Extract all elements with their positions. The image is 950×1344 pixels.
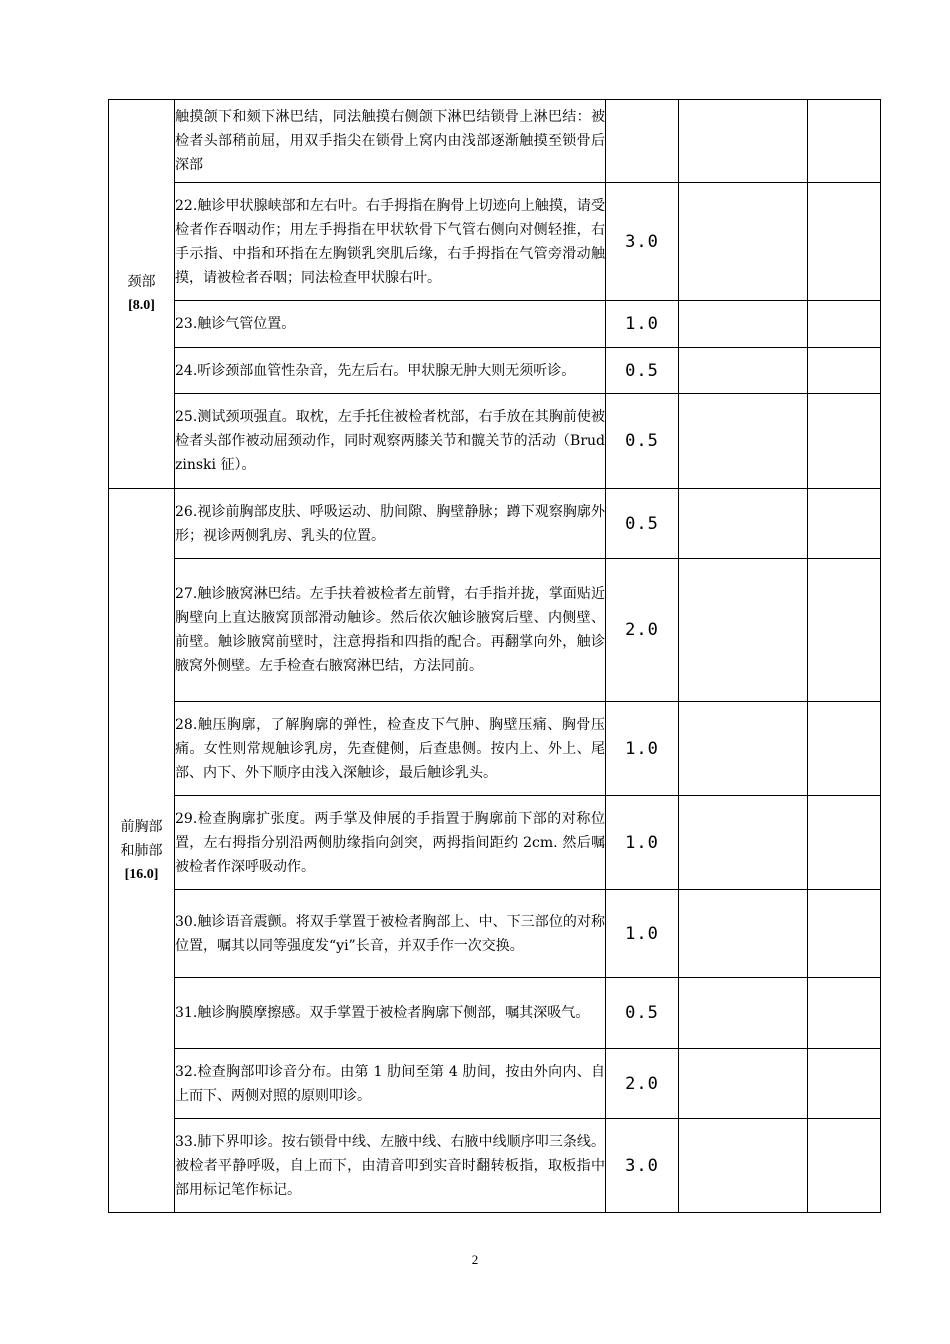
item-score: 0.5 [606, 489, 679, 559]
table-row [109, 978, 881, 1049]
item-score: 1.0 [606, 890, 679, 978]
blank-cell [679, 489, 808, 559]
blank-cell [808, 796, 881, 890]
table-row [109, 890, 881, 978]
item-score: 0.5 [606, 394, 679, 489]
page-number: 2 [471, 1252, 479, 1267]
item-text: 29.检查胸廓扩张度。两手掌及伸展的手指置于胸廓前下部的对称位置，左右拇指分别沿两侧肋缘指向剑突，两拇指间距约 2cm. 然后嘱被检者作深呼吸动作。 [175, 796, 606, 890]
item-score: 2.0 [606, 1049, 679, 1119]
table-row [109, 394, 881, 489]
item-text: 22.触诊甲状腺峡部和左右叶。右手拇指在胸骨上切迹向上触摸，请受检者作吞咽动作；用左手拇指在甲状软骨下气管右侧向对侧轻推，右手示指、中指和环指在左胸锁乳突肌后缘，右手拇指在气管旁滑动触摸，请被检者吞咽；同法检查甲状腺右叶。 [175, 183, 606, 301]
item-score: 3.0 [606, 183, 679, 301]
item-text: 30.触诊语音震颤。将双手掌置于被检者胸部上、中、下三部位的对称位置，嘱其以同等强度发“yi”长音，并双手作一次交换。 [175, 890, 606, 978]
blank-cell [808, 559, 881, 702]
item-text: 31.触诊胸膜摩擦感。双手掌置于被检者胸廓下侧部，嘱其深吸气。 [175, 978, 606, 1049]
table-row [109, 348, 881, 394]
item-score: 1.0 [606, 796, 679, 890]
blank-cell [679, 183, 808, 301]
blank-cell [808, 301, 881, 348]
blank-cell [808, 1119, 881, 1213]
table-row [109, 796, 881, 890]
table-row [109, 489, 881, 559]
item-score [606, 100, 679, 183]
item-score: 3.0 [606, 1119, 679, 1213]
blank-cell [808, 100, 881, 183]
item-text: 23.触诊气管位置。 [175, 301, 606, 348]
blank-cell [808, 1049, 881, 1119]
blank-cell [808, 702, 881, 796]
item-text: 触摸颌下和颏下淋巴结，同法触摸右侧颌下淋巴结锁骨上淋巴结：被检者头部稍前屈，用双手指尖在锁骨上窝内由浅部逐渐触摸至锁骨后深部 [175, 100, 606, 183]
blank-cell [679, 796, 808, 890]
blank-cell [808, 890, 881, 978]
blank-cell [808, 978, 881, 1049]
item-score: 1.0 [606, 702, 679, 796]
blank-cell [808, 183, 881, 301]
table-row [109, 183, 881, 301]
item-text: 28.触压胸廓，了解胸廓的弹性，检查皮下气肿、胸壁压痛、胸骨压痛。女性则常规触诊乳房，先查健侧，后查患侧。按内上、外上、尾部、内下、外下顺序由浅入深触诊，最后触诊乳头。 [175, 702, 606, 796]
item-text: 27.触诊腋窝淋巴结。左手扶着被检者左前臂，右手指并拢，掌面贴近胸壁向上直达腋窝顶部滑动触诊。然后依次触诊腋窝后壁、内侧壁、前壁。触诊腋窝前壁时，注意拇指和四指的配合。再翻掌向外，触诊腋窝外侧壁。左手检查右腋窝淋巴结，方法同前。 [175, 559, 606, 702]
table-row [109, 702, 881, 796]
section-name-line1: 前胸部 [120, 818, 163, 835]
section-name: 颈部 [127, 274, 156, 290]
blank-cell [679, 100, 808, 183]
blank-cell [679, 394, 808, 489]
table-row [109, 100, 881, 183]
blank-cell [808, 489, 881, 559]
section-cell-chest-lung [109, 489, 175, 1213]
exam-score-table [108, 99, 881, 1213]
section-score: [8.0] [128, 298, 155, 313]
item-score: 2.0 [606, 559, 679, 702]
item-score: 0.5 [606, 348, 679, 394]
table-row [109, 1119, 881, 1213]
table-row [109, 1049, 881, 1119]
blank-cell [679, 348, 808, 394]
item-text: 25.测试颈项强直。取枕，左手托住被检者枕部，右手放在其胸前使被检者头部作被动屈颈动作，同时观察两膝关节和髋关节的活动（Brudzinski 征）。 [175, 394, 606, 489]
item-text: 24.听诊颈部血管性杂音，先左后右。甲状腺无肿大则无须听诊。 [175, 348, 606, 394]
blank-cell [679, 1049, 808, 1119]
section-score: [16.0] [124, 866, 159, 882]
item-text: 26.视诊前胸部皮肤、呼吸运动、肋间隙、胸壁静脉；蹲下观察胸廓外形；视诊两侧乳房、乳头的位置。 [175, 489, 606, 559]
item-score: 1.0 [606, 301, 679, 348]
table-row [109, 301, 881, 348]
blank-cell [679, 978, 808, 1049]
item-text: 32.检查胸部叩诊音分布。由第 1 肋间至第 4 肋间，按由外向内、自上而下、两侧对照的原则叩诊。 [175, 1049, 606, 1119]
blank-cell [679, 702, 808, 796]
blank-cell [679, 890, 808, 978]
section-name-line2: 和肺部 [120, 842, 163, 859]
item-score: 0.5 [606, 978, 679, 1049]
blank-cell [808, 394, 881, 489]
blank-cell [808, 348, 881, 394]
blank-cell [679, 559, 808, 702]
item-text: 33.肺下界叩诊。按右锁骨中线、左腋中线、右腋中线顺序叩三条线。被检者平静呼吸，自上而下，由清音叩到实音时翻转板指，取板指中部用标记笔作标记。 [175, 1119, 606, 1213]
blank-cell [679, 301, 808, 348]
table-row [109, 559, 881, 702]
section-cell-neck [109, 100, 175, 489]
blank-cell [679, 1119, 808, 1213]
